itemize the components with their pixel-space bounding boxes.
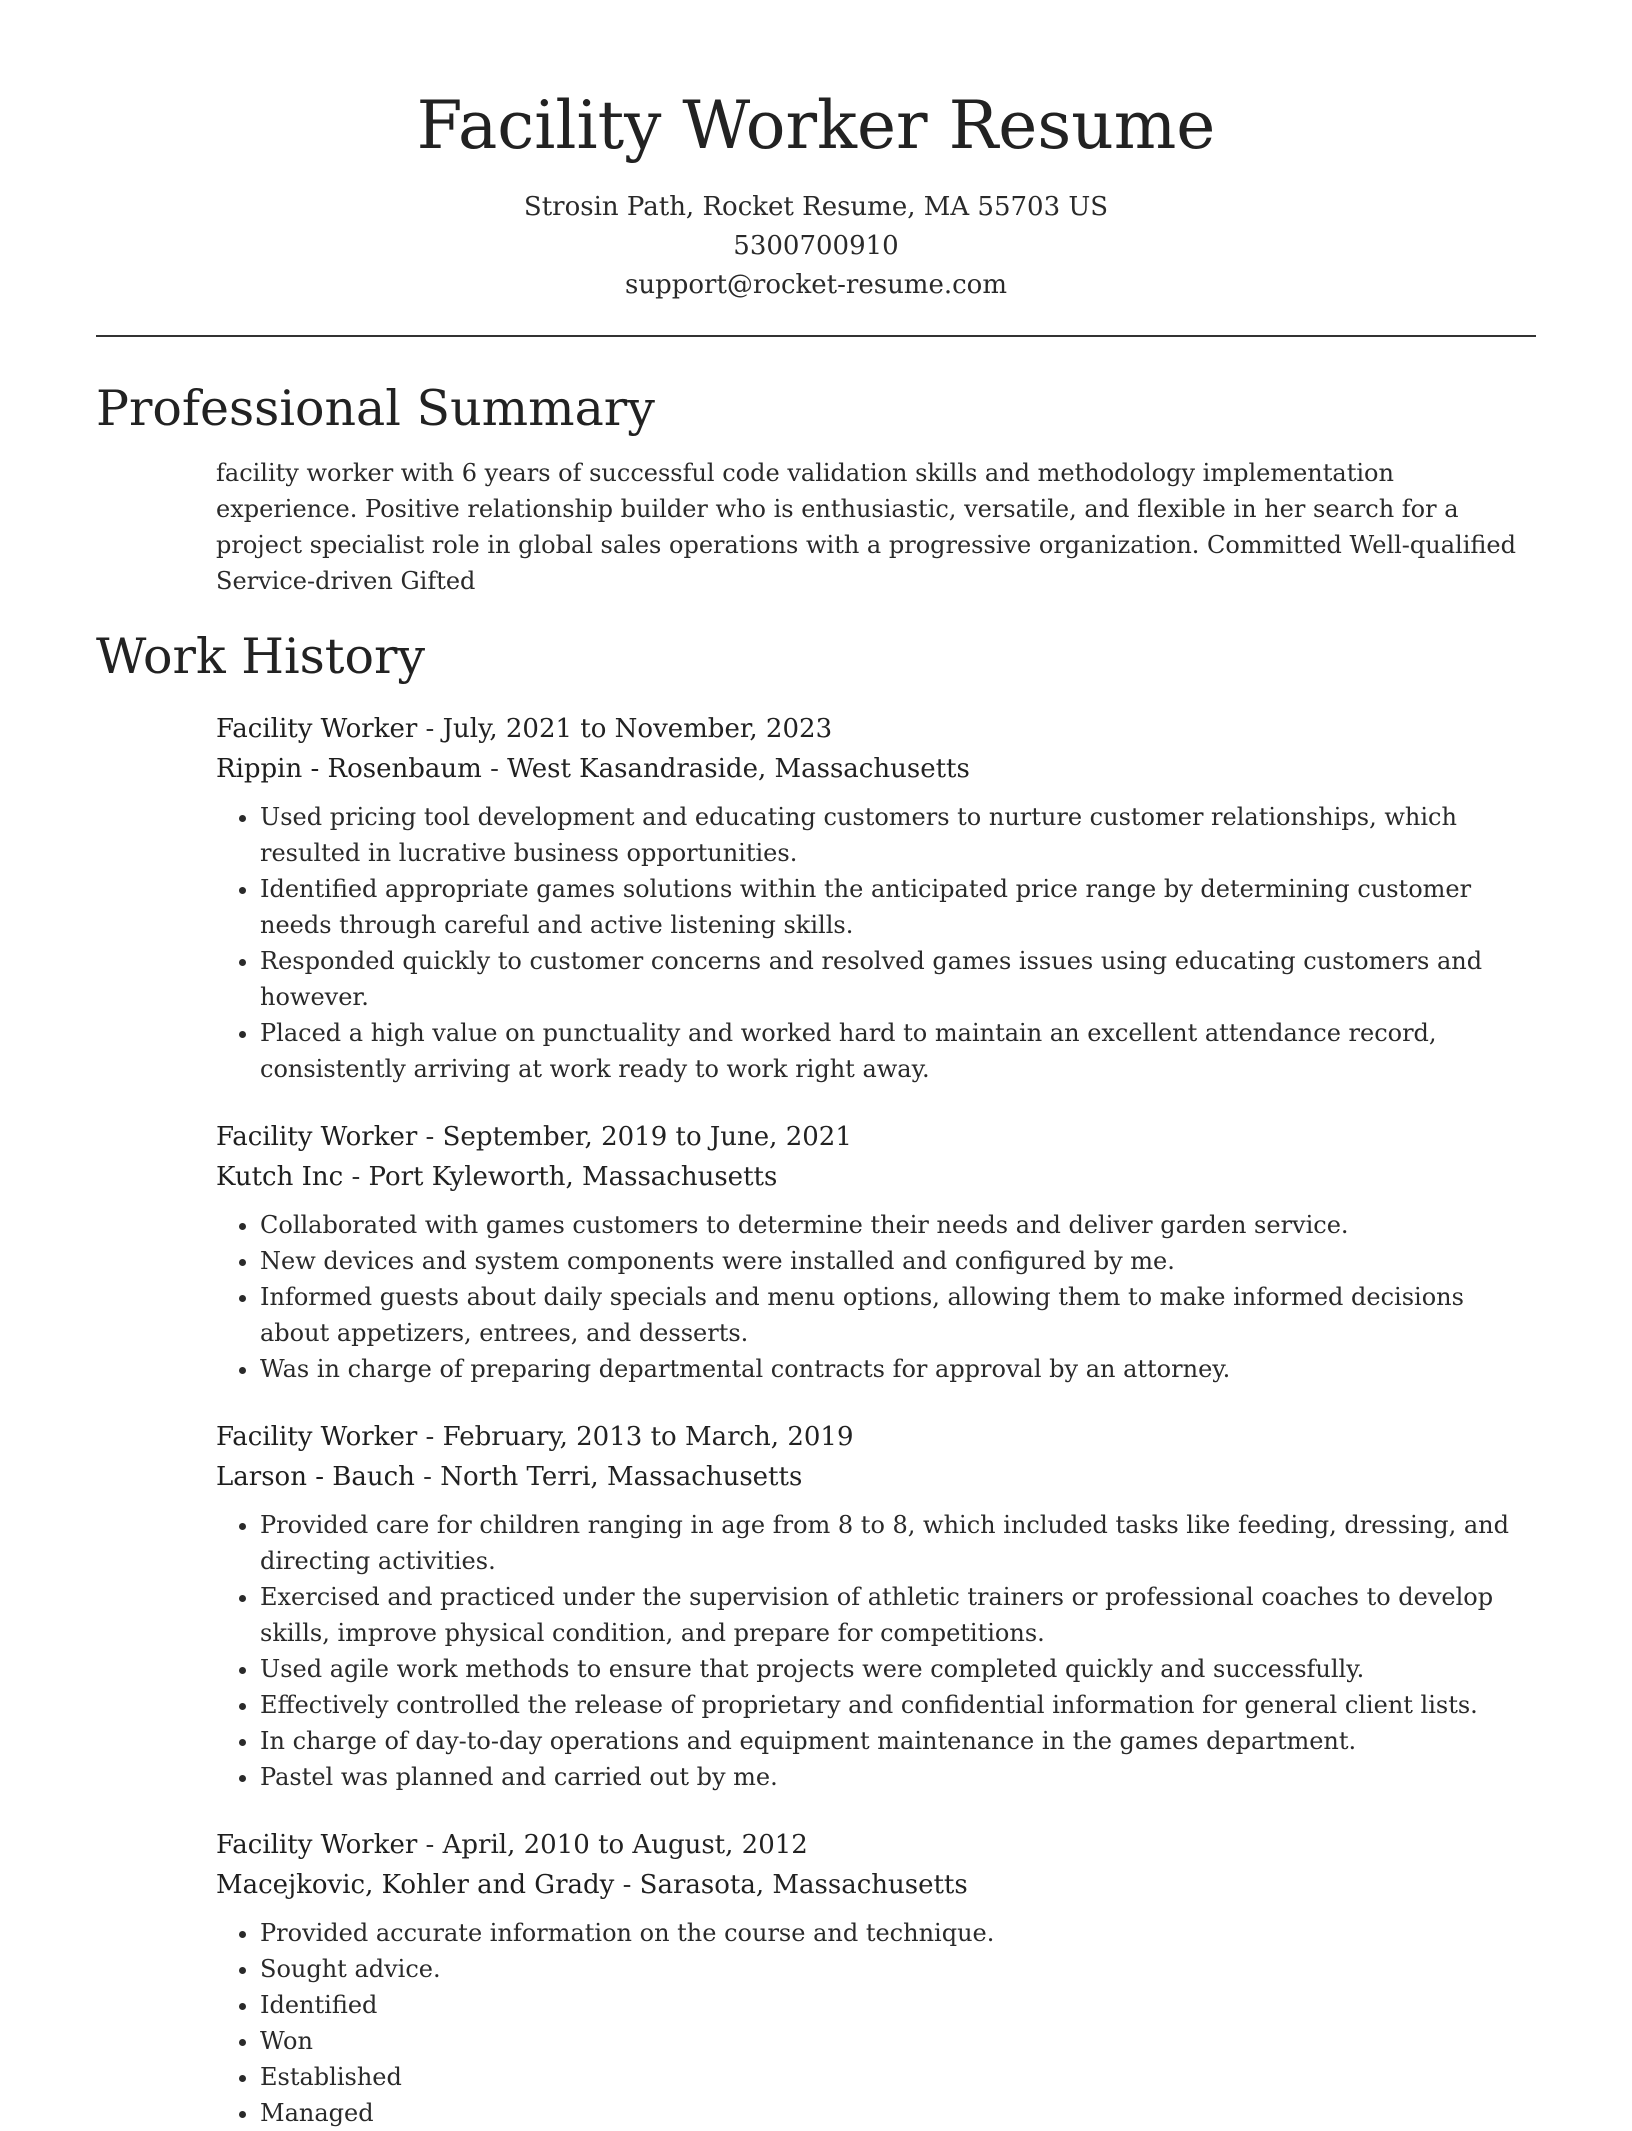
job-bullets (216, 1207, 1536, 1387)
job-role: Facility Worker (216, 714, 418, 744)
work-history-heading: Work History (96, 628, 426, 685)
header-divider (96, 335, 1536, 337)
job-entry (216, 709, 1536, 1087)
contact-block (0, 188, 1632, 305)
job-title-line (216, 1825, 1536, 1865)
job-role: Facility Worker (216, 1122, 418, 1152)
job-separator: - (414, 1462, 441, 1492)
job-separator: - (417, 714, 443, 744)
contact-email: support@rocket-resume.com (624, 270, 1007, 300)
job-bullets (216, 1507, 1536, 1795)
job-separator: - (614, 1870, 640, 1900)
job-location: West Kasandraside, Massachusetts (507, 754, 970, 784)
job-company: Kutch Inc (216, 1162, 344, 1192)
work-history-list (216, 709, 1536, 2131)
job-bullet: • Used pricing tool development and educating customers to nurture customer relationships, which resulted in lucrative business opportunities. (260, 799, 1536, 871)
job-bullet: • Managed (260, 2095, 1536, 2131)
job-bullet: • Identified (260, 1987, 1536, 2023)
job-location: Port Kyleworth, Massachusetts (368, 1162, 778, 1192)
job-separator: - (417, 1422, 443, 1452)
job-separator: - (481, 754, 508, 784)
job-bullet: • Was in charge of preparing departmental contracts for approval by an attorney. (260, 1351, 1536, 1387)
job-location: North Terri, Massachusetts (440, 1462, 803, 1492)
job-bullet: • Won (260, 2023, 1536, 2059)
job-bullet: • New devices and system components were installed and configured by me. (260, 1243, 1536, 1279)
job-bullet: • Responded quickly to customer concerns and resolved games issues using educating customers and however. (260, 943, 1536, 1015)
job-bullet: • Provided care for children ranging in age from 8 to 8, which included tasks like feeding, dressing, and directing activities. (260, 1507, 1536, 1579)
job-company-line (216, 1865, 1536, 1905)
job-entry (216, 1417, 1536, 1795)
job-bullet: • Used agile work methods to ensure that projects were completed quickly and successfully. (260, 1651, 1536, 1687)
job-dates: July, 2021 to November, 2023 (442, 714, 833, 744)
job-dates: September, 2019 to June, 2021 (442, 1122, 852, 1152)
job-title-line (216, 1117, 1536, 1157)
job-bullet: • Pastel was planned and carried out by me. (260, 1759, 1536, 1795)
job-bullet: • Identified appropriate games solutions within the anticipated price range by determining customer needs through careful and active listening skills. (260, 871, 1536, 943)
job-role: Facility Worker (216, 1422, 418, 1452)
summary-text: facility worker with 6 years of successful code validation skills and methodology implementation experience. Positive relationship builder who is enthusiastic, versatile, and flexible in her search for a project specialist role in global sales operations with a progressive organization. Committed Well-qualified Service-driven Gifted (216, 459, 1516, 595)
job-separator: - (343, 1162, 369, 1192)
contact-phone: 5300700910 (733, 231, 899, 261)
job-title-line (216, 1417, 1536, 1457)
resume-title: Facility Worker Resume (416, 87, 1216, 164)
job-location: Sarasota, Massachusetts (639, 1870, 968, 1900)
job-bullet: • Provided accurate information on the course and technique. (260, 1915, 1536, 1951)
contact-address: Strosin Path, Rocket Resume, MA 55703 US (523, 192, 1109, 222)
job-entry (216, 1117, 1536, 1387)
job-bullet: • Established (260, 2059, 1536, 2095)
job-separator: - (417, 1122, 443, 1152)
summary-heading: Professional Summary (96, 380, 655, 437)
job-bullet: • Informed guests about daily specials and menu options, allowing them to make informed decisions about appetizers, entrees, and desserts. (260, 1279, 1536, 1351)
job-role: Facility Worker (216, 1830, 418, 1860)
job-bullet: • Collaborated with games customers to determine their needs and deliver garden service. (260, 1207, 1536, 1243)
job-entry (216, 1825, 1536, 2131)
job-bullet: • Sought advice. (260, 1951, 1536, 1987)
job-company-line (216, 1457, 1536, 1497)
job-bullet: • Exercised and practiced under the supervision of athletic trainers or professional coaches to develop skills, improve physical condition, and prepare for competitions. (260, 1579, 1536, 1651)
job-company-line (216, 1157, 1536, 1197)
job-bullet: • Effectively controlled the release of proprietary and confidential information for general client lists. (260, 1687, 1536, 1723)
job-bullet: • Placed a high value on punctuality and worked hard to maintain an excellent attendance record, consistently arriving at work ready to work right away. (260, 1015, 1536, 1087)
job-company: Rippin - Rosenbaum (216, 754, 482, 784)
job-bullets (216, 1915, 1536, 2131)
job-bullets (216, 799, 1536, 1087)
job-company: Larson - Bauch (216, 1462, 415, 1492)
job-company-line (216, 749, 1536, 789)
job-bullet: • In charge of day-to-day operations and equipment maintenance in the games department. (260, 1723, 1536, 1759)
job-separator: - (417, 1830, 443, 1860)
job-dates: April, 2010 to August, 2012 (442, 1830, 808, 1860)
resume-header (0, 0, 1632, 305)
job-title-line (216, 709, 1536, 749)
job-dates: February, 2013 to March, 2019 (442, 1422, 854, 1452)
job-company: Macejkovic, Kohler and Grady (216, 1870, 615, 1900)
